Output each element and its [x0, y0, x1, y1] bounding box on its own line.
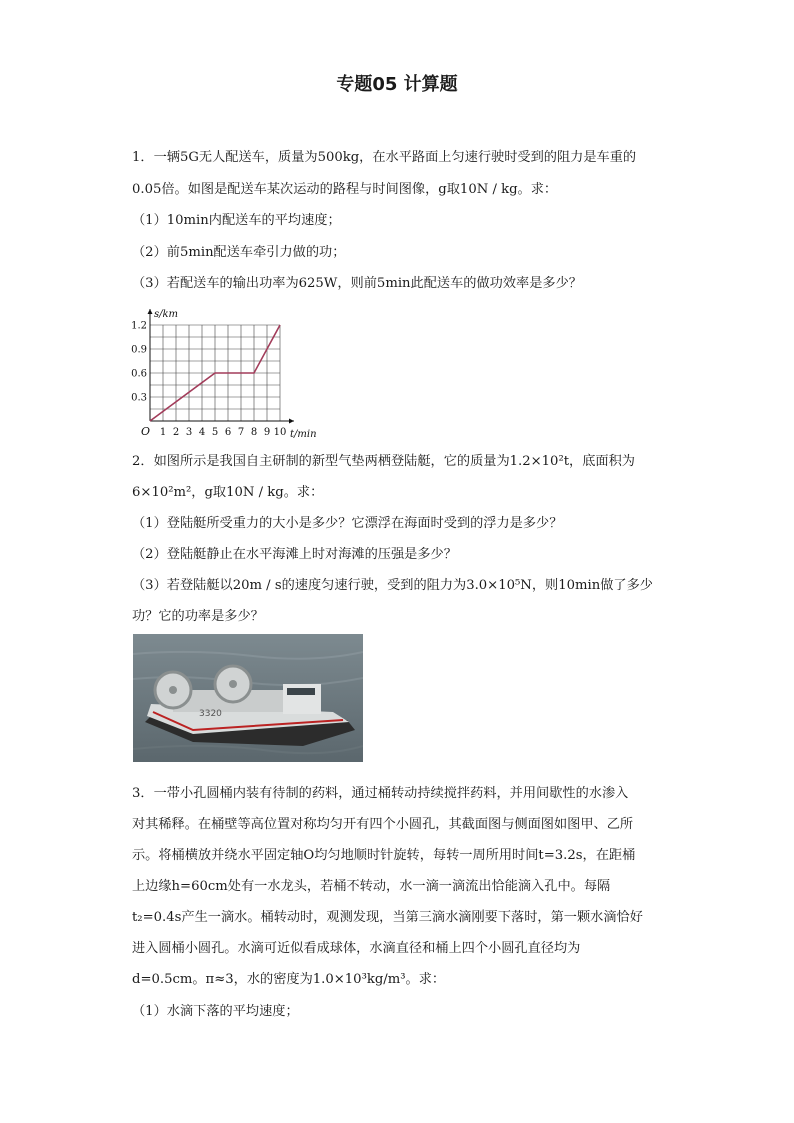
- q3-line-3: 示。将桶横放并绕水平固定轴O均匀地顺时针旋转，每转一周所用时间t=3.2s，在距桶: [132, 848, 636, 863]
- q3-line-2: 对其稀释。在桶壁等高位置对称均匀开有四个小圆孔，其截面图与侧面图如图甲、乙所: [132, 817, 634, 832]
- y-tick-label: 0.6: [131, 368, 147, 380]
- hull-number: 3320: [199, 709, 222, 719]
- q1-sub-1: （1）10min内配送车的平均速度；: [132, 213, 341, 228]
- page-title: 专题05 计算题: [336, 74, 458, 95]
- q3-line-6: 进入圆桶小圆孔。水滴可近似看成球体，水滴直径和桶上四个小圆孔直径均为: [132, 941, 581, 956]
- q3-line-5: t₂=0.4s产生一滴水。桶转动时，观测发现，当第三滴水滴刚要下落时，第一颗水滴恰好: [132, 910, 643, 925]
- q3-line-1: 3．一带小孔圆桶内装有待制的药料，通过桶转动持续搅拌药料，并用间歇性的水渗入: [132, 786, 629, 801]
- x-tick-label: 10: [273, 427, 287, 438]
- q2-sub-3b: 功？它的功率是多少？: [132, 609, 264, 624]
- x-axis-label: t/min: [290, 429, 317, 440]
- origin-label: O: [141, 425, 151, 438]
- q2-sub-1: （1）登陆艇所受重力的大小是多少？它漂浮在海面时受到的浮力是多少？: [132, 516, 563, 531]
- x-tick-label: 6: [224, 427, 232, 438]
- y-axis-arrow: [148, 309, 153, 314]
- q2-line-1: 2．如图所示是我国自主研制的新型气垫两栖登陆艇，它的质量为1.2×10²t，底面积为: [132, 454, 635, 469]
- hovercraft-photo: [133, 634, 363, 762]
- x-tick-label: 7: [237, 427, 245, 438]
- q1-sub-2: （2）前5min配送车牵引力做的功；: [132, 245, 346, 260]
- x-tick-label: 2: [172, 427, 180, 438]
- q1-line-2: 0.05倍。如图是配送车某次运动的路程与时间图像，g取10N / kg。求：: [132, 182, 558, 197]
- x-tick-label: 3: [185, 427, 193, 438]
- y-tick-label: 0.9: [131, 344, 147, 356]
- y-axis-label: s/km: [154, 309, 179, 320]
- q1-line-1: 1．一辆5G无人配送车，质量为500kg，在水平路面上匀速行驶时受到的阻力是车重的: [132, 150, 637, 165]
- y-tick-label: 1.2: [131, 320, 147, 332]
- x-tick-label: 5: [211, 427, 219, 438]
- q2-sub-2: （2）登陆艇静止在水平海滩上时对海滩的压强是多少？: [132, 547, 457, 562]
- q3-line-7: d=0.5cm。π≈3，水的密度为1.0×10³kg/m³。求：: [132, 972, 446, 987]
- x-tick-label: 4: [198, 427, 206, 438]
- x-axis-arrow: [289, 419, 294, 424]
- q1-sub-3: （3）若配送车的输出功率为625W，则前5min此配送车的做功效率是多少？: [132, 276, 582, 291]
- y-tick-label: 0.3: [131, 392, 147, 404]
- x-tick-label: 9: [263, 427, 271, 438]
- q3-line-4: 上边缘h=60cm处有一水龙头，若桶不转动，水一滴一滴流出恰能滴入孔中。每隔: [132, 879, 611, 894]
- chart-svg: [128, 300, 328, 440]
- x-tick-label: 8: [250, 427, 258, 438]
- q3-sub-1: （1）水滴下落的平均速度；: [132, 1004, 299, 1019]
- x-tick-label: 1: [159, 427, 167, 438]
- q2-sub-3a: （3）若登陆艇以20m / s的速度匀速行驶，受到的阻力为3.0×10⁵N，则10min做了多少: [132, 578, 653, 593]
- distance-time-chart: [128, 300, 328, 440]
- q2-line-2: 6×10²m²，g取10N / kg。求：: [132, 485, 324, 500]
